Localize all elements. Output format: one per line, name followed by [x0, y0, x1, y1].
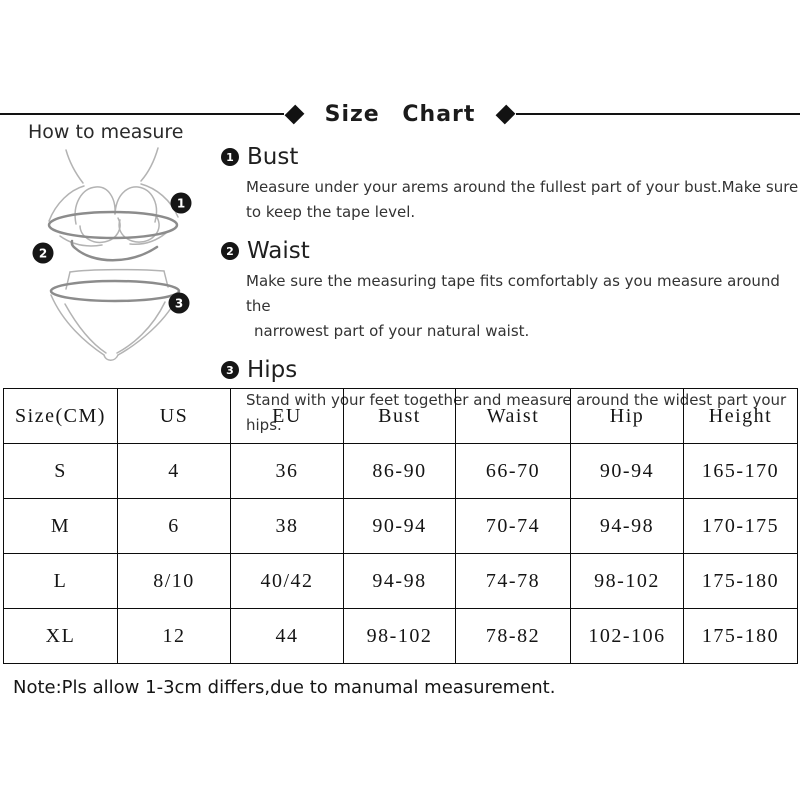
marker-3-number: 3 [174, 296, 184, 311]
waist-desc-line1: Make sure the measuring tape fits comfortably as you measure around the [246, 272, 780, 315]
table-row-m [4, 499, 798, 554]
table-row-xl [4, 609, 798, 664]
rule-left [0, 113, 284, 115]
bust-title: Bust [247, 144, 299, 170]
waist-heading [221, 238, 799, 264]
table-header-row [4, 389, 798, 444]
cell-eu: 44 [231, 609, 344, 664]
section-bust [221, 144, 799, 225]
cell-bust: 94-98 [344, 554, 456, 609]
waist-title: Waist [247, 238, 310, 264]
diamond-icon [496, 104, 516, 124]
cell-hip: 94-98 [571, 499, 684, 554]
table-row-l [4, 554, 798, 609]
table-row-s [4, 444, 798, 499]
marker-1-number: 1 [176, 196, 186, 211]
cell-size: XL [4, 609, 118, 664]
hips-desc-line1: Stand with your feet together and measure around the widest part your hips. [246, 391, 787, 434]
cell-size: M [4, 499, 118, 554]
cell-hip: 102-106 [571, 609, 684, 664]
cell-bust: 90-94 [344, 499, 456, 554]
bikini-line-art [18, 142, 223, 370]
cell-us: 6 [118, 499, 231, 554]
size-table [3, 388, 798, 664]
cell-us: 12 [118, 609, 231, 664]
cell-waist: 70-74 [456, 499, 571, 554]
cell-height: 175-180 [684, 609, 798, 664]
col-header-size: Size(CM) [4, 389, 118, 444]
waist-number-badge: 2 [221, 242, 239, 260]
hips-number-badge: 3 [221, 361, 239, 379]
section-waist [221, 238, 799, 344]
cell-size: L [4, 554, 118, 609]
cell-size: S [4, 444, 118, 499]
cell-eu: 36 [231, 444, 344, 499]
col-header-height: Height [684, 389, 798, 444]
col-header-bust: Bust [344, 389, 456, 444]
bust-desc-line2: to keep the tape level. [246, 203, 416, 221]
waist-desc-line2: narrowest part of your natural waist. [254, 322, 530, 340]
cell-waist: 74-78 [456, 554, 571, 609]
how-to-measure-label: How to measure [28, 121, 184, 143]
col-header-hip: Hip [571, 389, 684, 444]
col-header-eu: EU [231, 389, 344, 444]
cell-height: 165-170 [684, 444, 798, 499]
col-header-waist: Waist [456, 389, 571, 444]
bust-description [246, 175, 799, 225]
waist-description [246, 269, 799, 344]
hips-title: Hips [247, 357, 298, 383]
bust-heading [221, 144, 799, 170]
cell-waist: 78-82 [456, 609, 571, 664]
cell-height: 170-175 [684, 499, 798, 554]
page-title: Size Chart [324, 101, 476, 127]
measurement-note: Note:Pls allow 1-3cm differs,due to manumal measurement. [13, 677, 556, 698]
cell-eu: 40/42 [231, 554, 344, 609]
diamond-icon [284, 104, 304, 124]
cell-waist: 66-70 [456, 444, 571, 499]
bust-desc-line1: Measure under your arems around the fullest part of your bust.Make sure [246, 178, 799, 196]
bikini-measure-illustration [18, 142, 223, 374]
cell-height: 175-180 [684, 554, 798, 609]
cell-bust: 98-102 [344, 609, 456, 664]
hips-heading [221, 357, 799, 383]
rule-right [516, 113, 800, 115]
cell-us: 4 [118, 444, 231, 499]
bust-number-badge: 1 [221, 148, 239, 166]
cell-bust: 86-90 [344, 444, 456, 499]
cell-hip: 98-102 [571, 554, 684, 609]
cell-eu: 38 [231, 499, 344, 554]
cell-hip: 90-94 [571, 444, 684, 499]
cell-us: 8/10 [118, 554, 231, 609]
marker-2-number: 2 [38, 246, 48, 261]
col-header-us: US [118, 389, 231, 444]
